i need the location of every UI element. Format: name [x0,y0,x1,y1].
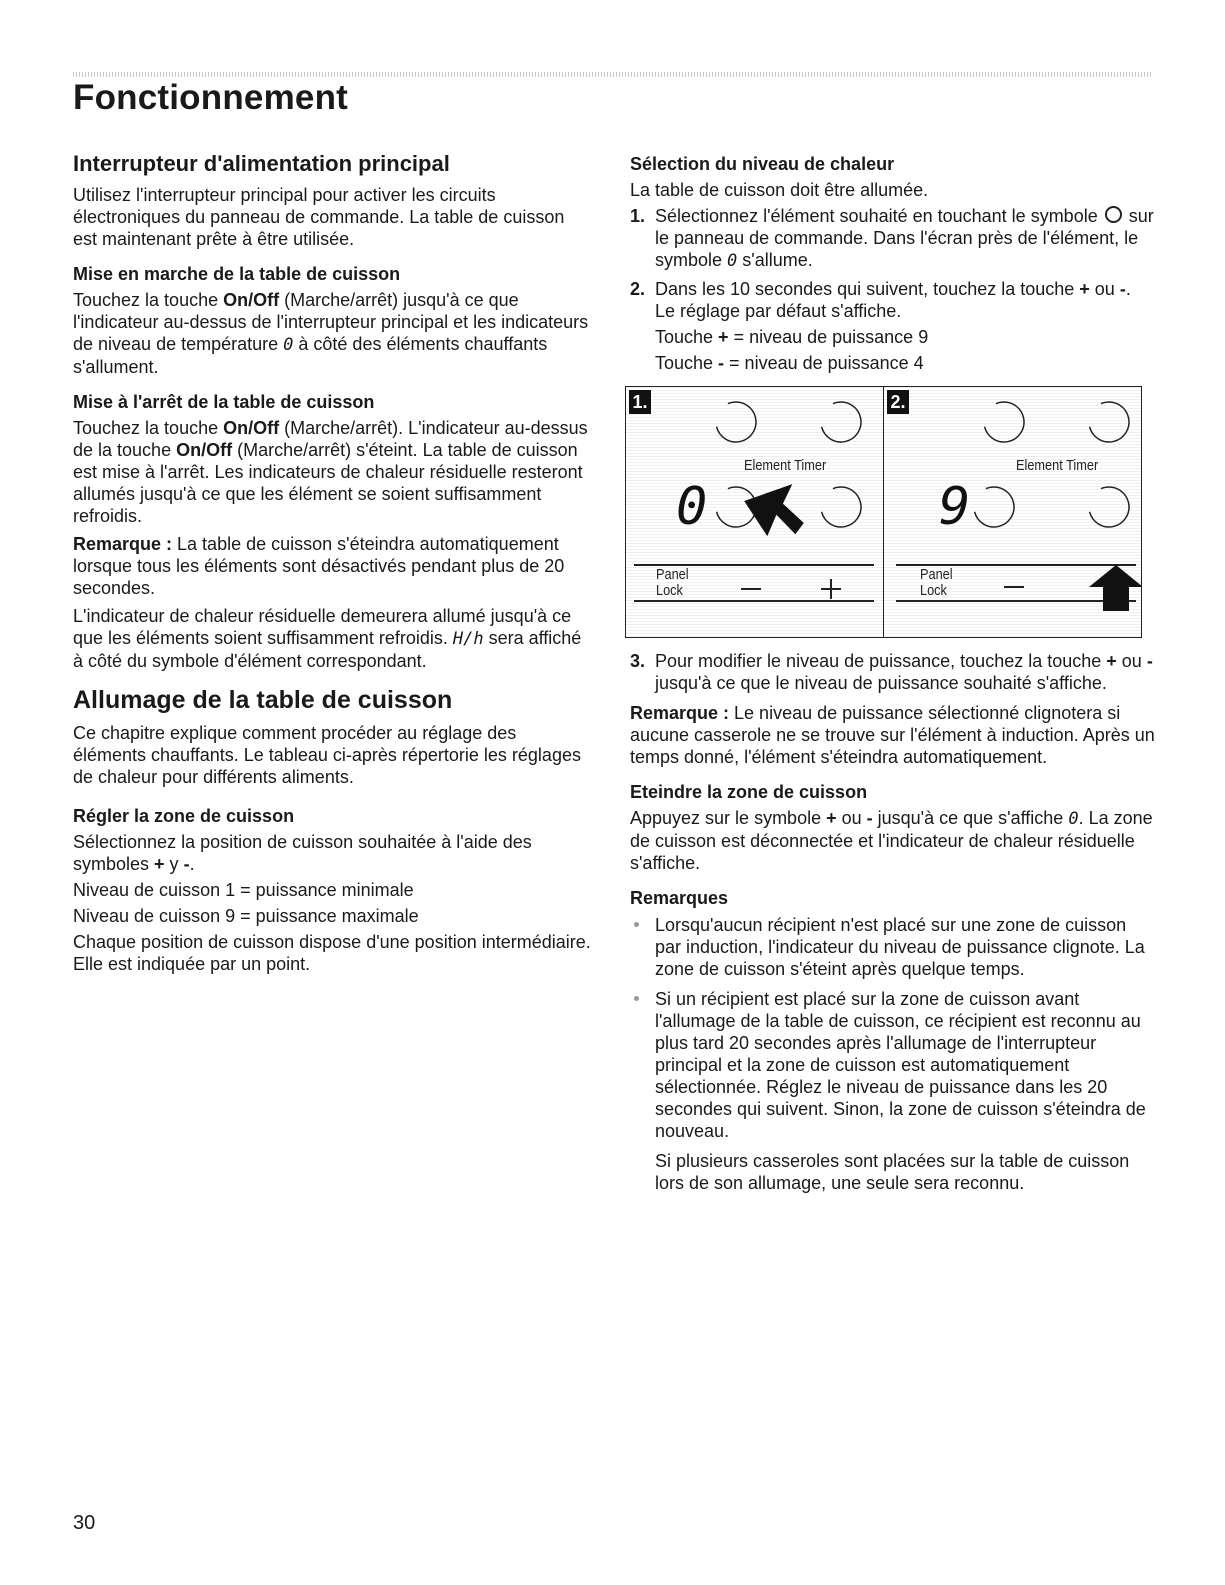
panel-step-1 [626,387,884,637]
section-title-main-switch: Interrupteur d'alimentation principal [73,151,450,176]
up-arrow-icon [1089,565,1141,611]
panel-1-digit: 0 [676,477,708,537]
heading-notes: Remarques [630,888,729,908]
notes-list [630,914,1155,1194]
step-1: 1. Sélectionnez l'élément souhaité en touchant le symbole sur le panneau de commande. Dans l'écran près de l'élément, le symbole 0 s'allume. [630,206,1154,271]
residual-heat-text: L'indicateur de chaleur résiduelle demeurera allumé jusqu'à ce que les éléments soient suffisamment refroidis. H/h sera affiché à côté du symbole d'élément correspondant. [73,606,582,671]
main-switch-intro: Utilisez l'interrupteur principal pour activer les circuits électroniques du panneau de commande. La table de cuisson est maintenant prête à être utilisée. [73,185,565,249]
turn-off-text: Touchez la touche On/Off (Marche/arrêt). L'indicateur au-dessus de la touche On/Off (Marche/arrêt) s'éteint. La table de cuisson est mise à l'arrêt. Les indicateurs de chaleur résiduelle resteront allumés jusqu'à ce que les élément se soient suffisamment refroidis. [73,418,588,526]
bullet-icon [634,922,639,927]
note-blinking: Remarque : Le niveau de puissance sélectionné clignotera si aucune casserole ne se trouve sur l'élément à induction. Après un temps donné, l'élément s'éteindra automatiquement. [630,703,1155,767]
level-min-text: Niveau de cuisson 1 = puissance minimale [73,880,414,900]
page-title: Fonctionnement [73,78,349,117]
turn-on-cooktop-intro: Ce chapitre explique comment procéder au réglage des éléments chauffants. Le tableau ci-après répertorie les réglages de chaleur pour différents aliments. [73,723,581,787]
set-zone-text: Sélectionnez la position de cuisson souhaitée à l'aide des symboles + y -. [73,832,532,874]
panel-1-element-timer: Element Timer [744,457,827,474]
step-3: 3. Pour modifier le niveau de puissance, touchez la touche + ou - jusqu'à ce que le niveau de puissance souhaité s'affiche. [630,651,1153,693]
heading-turn-off: Mise à l'arrêt de la table de cuisson [73,392,375,412]
select-heat-intro: La table de cuisson doit être allumée. [630,180,929,200]
zero-display-symbol: 0 [283,335,294,355]
top-rule [73,72,1153,77]
note-item: Lorsqu'aucun récipient n'est placé sur une zone de cuisson par induction, l'indicateur du niveau de puissance clignote. La zone de cuisson s'éteint après quelque temps. [630,914,1155,980]
note-auto-off: Remarque : La table de cuisson s'éteindra automatiquement lorsque tous les éléments sont désactivés pendant plus de 20 secondes. [73,534,565,598]
pointer-arrow-icon [743,483,805,540]
circle-icon [1105,206,1122,223]
section-title-turn-on-cooktop: Allumage de la table de cuisson [73,686,453,714]
zero-display-symbol: 0 [1068,809,1079,829]
steps-list [630,205,1155,374]
note-item-extra: Si plusieurs casseroles sont placées sur la table de cuisson lors de son allumage, une seule sera reconnu. [655,1151,1130,1193]
panel-1-lock-label: Panel Lock [656,566,689,599]
panel-2-badge: 2. [887,390,909,414]
heading-select-heat: Sélection du niveau de chaleur [630,154,895,174]
intermediate-text: Chaque position de cuisson dispose d'une position intermédiaire. Elle est indiquée par un point. [73,932,591,974]
heading-set-zone: Régler la zone de cuisson [73,806,295,826]
turn-on-text: Touchez la touche On/Off (Marche/arrêt) jusqu'à ce que l'indicateur au-dessus de l'interrupteur principal et les indicateurs de niveau de température 0 à côté des éléments chauffants s'allument. [73,290,589,377]
heading-switch-off-zone: Eteindre la zone de cuisson [630,782,868,802]
page-number: 30 [73,1512,96,1534]
panel-2-drawing [884,387,1141,637]
bullet-icon [634,996,639,1001]
left-column [73,150,593,979]
panel-step-2 [884,387,1141,637]
panel-1-drawing [626,387,883,637]
note-item: Si un récipient est placé sur la zone de cuisson avant l'allumage de la table de cuisson, ce récipient est reconnu au plus tard 20 secondes après l'allumage de l'interrupteur principal et la zone de cuisson est automatiquement sélectionnée. Réglez le niveau de puissance dans les 20 secondes qui suivent. Sinon, la zone de cuisson s'éteindra de nouveau. Si plusieurs casseroles sont placées sur la table de cuisson lors de son allumage, une seule sera reconnu. [630,988,1155,1194]
switch-off-zone-text: Appuyez sur le symbole + ou - jusqu'à ce que s'affiche 0. La zone de cuisson est déconnectée et l'indicateur de chaleur résiduelle s'affiche. [630,808,1153,873]
panel-1-badge: 1. [629,390,651,414]
control-panel-figure [625,386,1142,638]
plus-default-text: Touche + = niveau de puissance 9 [655,327,929,347]
step-2: 2. Dans les 10 secondes qui suivent, touchez la touche + ou -. Le réglage par défaut s'affiche. Touche + = niveau de puissance 9 Touche - = niveau de puissance 4 [630,278,1155,374]
panel-2-lock-label: Panel Lock [920,566,953,599]
panel-2-element-timer: Element Timer [1016,457,1099,474]
minus-default-text: Touche - = niveau de puissance 4 [655,353,924,373]
zero-display-symbol: 0 [727,251,738,271]
residual-heat-symbol: H/h [452,629,484,649]
steps-list-continued [630,650,1155,694]
panel-2-digit: 9 [939,477,971,537]
level-max-text: Niveau de cuisson 9 = puissance maximale [73,906,419,926]
heading-turn-on: Mise en marche de la table de cuisson [73,264,401,284]
right-column [630,152,1155,1202]
